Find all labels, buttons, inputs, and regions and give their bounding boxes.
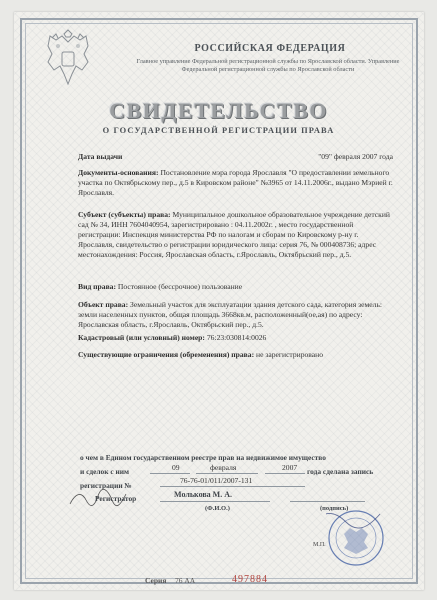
basis-value: Постановление мэра города Ярославля "О предоставлении земельного участка по Октябрьскому пер., д.5 в Кировском районе" №3965 от 14.11.2006г., выдано Мэрией г. Ярославля. [78,168,393,197]
encumbrance-value: не зарегистрировано [256,350,324,359]
reg-number-label: регистрации № [80,481,132,490]
object-label: Объект права: [78,300,129,309]
day-underline [150,473,190,474]
reg-number-underline [160,486,305,487]
object-section [78,300,393,330]
registry-line-2-pre: и сделок с ним [80,467,130,476]
issue-date-row [78,152,393,162]
serial-series: 76 АА [175,576,196,585]
signature-underline [290,501,365,502]
basis-label: Документы-основания: [78,168,159,177]
registrar-name: Молькова М. А. [174,490,233,499]
issue-date-label: Дата выдачи [78,152,123,161]
mp-label: М.П. [313,542,326,548]
right-type-value: Постоянное (бессрочное) пользование [117,282,243,291]
registry-year: 2007 [282,463,298,472]
right-type-row [78,282,393,292]
header-agency: Главное управление Федеральной регистрационной службы по Ярославской области. Управление Федеральной регистрационной службы по Ярославской области [136,58,400,74]
object-value: Земельный участок для эксплуатации здания детского сада, категория земель: земли населенных пунктов, общая площадь 3668кв.м, расположенный(ое,ая) по адресу: Ярославская область, г.Ярославль, Октябрьский пер., д.5. [78,300,383,329]
serial-number: 497884 [232,574,268,585]
official-stamp-icon [326,508,386,568]
cadastral-row [78,333,393,343]
basis-section [78,168,393,198]
encumbrance-label: Существующие ограничения (обременения) права: [78,350,255,359]
registry-line-1: о чем в Едином государственном реестре прав на недвижимое имущество [80,453,326,462]
subject-value: Муниципальное дошкольное образовательное учреждение детский сад № 34, ИНН 7604040954, зарегистрировано : 04.11.2002г. , место государственной регистрации: Инспекция министерства РФ по налогам и сборам по Кировскому р-ну г. Ярославля, свидетельство о регистрации юридического лица: серия 76, № 000408736; адрес местонахождения: Россия, Ярославская область, г.Ярославль, Октябрьский пер., д.5. [78,210,390,259]
signature-caption: (подпись) [320,505,349,512]
cadastral-label: Кадастровый (или условный) номер: [78,333,205,342]
month-underline [196,473,258,474]
right-type-label: Вид права: [78,282,117,291]
registry-day: 09 [172,463,180,472]
cadastral-value: 76:23:030814:0026 [206,333,267,342]
reg-number-value: 76-76-01/011/2007-131 [180,476,253,485]
subject-section [78,210,393,260]
header-country: РОССИЙСКАЯ ФЕДЕРАЦИЯ [194,43,346,54]
document-title: СВИДЕТЕЛЬСТВО [109,98,328,123]
registrar-name-underline [160,501,270,502]
document-subtitle: О ГОСУДАРСТВЕННОЙ РЕГИСТРАЦИИ ПРАВА [102,126,335,135]
year-underline [265,473,305,474]
encumbrance-row [78,350,393,360]
serial-label: Серия [145,576,167,585]
registrar-label: Регистратор [95,494,137,503]
fio-caption: (Ф.И.О.) [205,505,230,512]
coat-of-arms-icon [38,28,98,90]
registry-month: февраля [210,463,237,472]
subject-label: Субъект (субъекты) права: [78,210,171,219]
registry-line-2-post: года сделана запись [307,467,374,476]
issue-date-value: "09" февраля 2007 года [318,152,393,161]
